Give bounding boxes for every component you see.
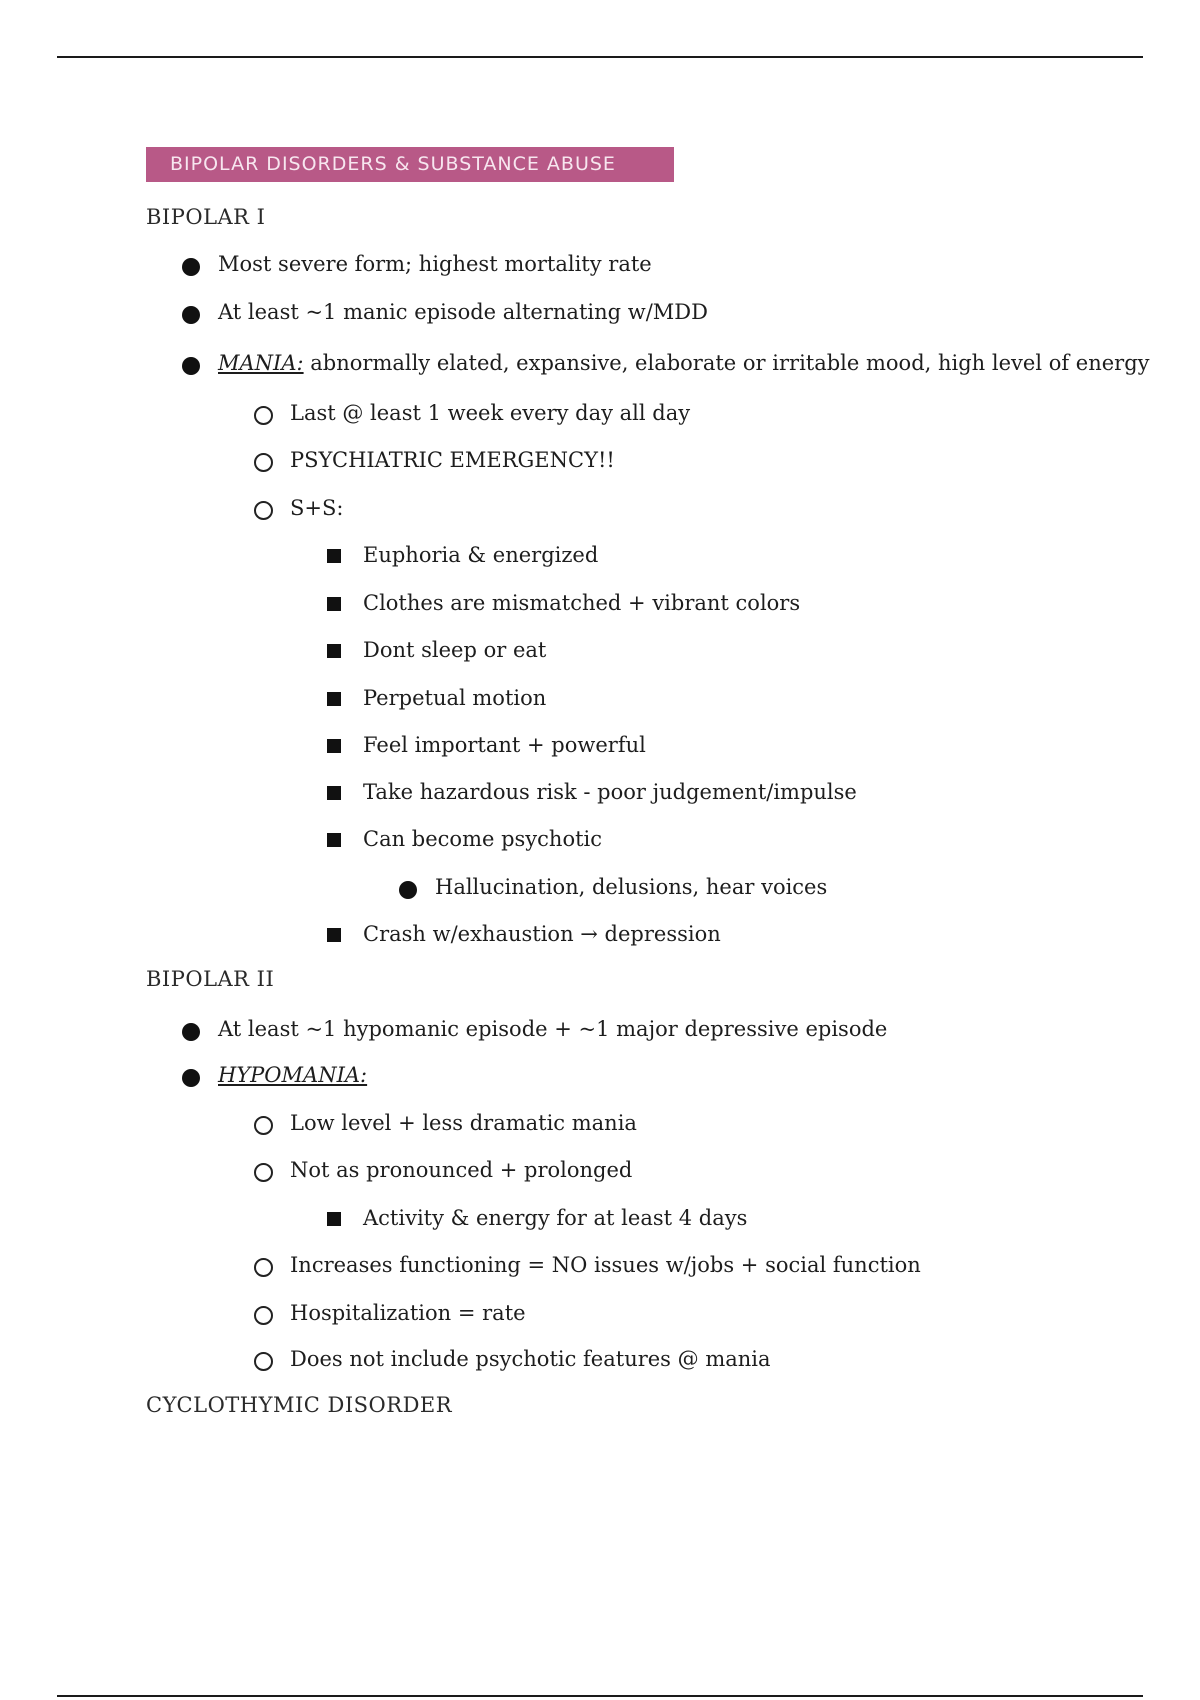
list-item [290, 495, 343, 521]
section-heading-cyclothymic: CYCLOTHYMIC DISORDER [146, 1393, 453, 1417]
list-item [290, 1110, 637, 1136]
list-item [290, 1157, 632, 1183]
list-item [290, 1300, 526, 1326]
list-item [218, 251, 652, 277]
list-item-text: Feel important + powerful [363, 733, 646, 757]
bullet-square-icon [327, 786, 341, 800]
bullet-circle-icon [254, 501, 273, 520]
list-item-text: PSYCHIATRIC EMERGENCY!! [290, 448, 615, 472]
list-item [218, 350, 1150, 376]
list-item [363, 921, 721, 947]
list-item-text: Hospitalization = rate [290, 1301, 526, 1325]
bullet-square-icon [327, 739, 341, 753]
list-item-text: Most severe form; highest mortality rate [218, 252, 652, 276]
bullet-circle-icon [254, 1258, 273, 1277]
list-item-text: Not as pronounced + prolonged [290, 1158, 633, 1182]
list-item [363, 779, 857, 805]
list-item [363, 1205, 747, 1231]
list-item-text: Does not include psychotic features @ mania [290, 1347, 771, 1371]
bullet-circle-icon [254, 453, 273, 472]
bullet-disc-icon [182, 258, 200, 276]
list-item [363, 685, 546, 711]
list-item-text: Euphoria & energized [363, 543, 599, 567]
list-item [218, 1016, 887, 1042]
bottom-rule [57, 1695, 1143, 1697]
list-item [218, 1062, 367, 1088]
bullet-disc-icon [399, 881, 417, 899]
list-item-text: S+S: [290, 496, 344, 520]
bullet-disc-icon [182, 1069, 200, 1087]
bullet-square-icon [327, 833, 341, 847]
bullet-square-icon [327, 928, 341, 942]
list-item [290, 1346, 771, 1372]
bullet-circle-icon [254, 406, 273, 425]
list-item-text: Activity & energy for at least 4 days [363, 1206, 748, 1230]
bullet-square-icon [327, 1212, 341, 1226]
list-item [363, 637, 546, 663]
bullet-circle-icon [254, 1352, 273, 1371]
list-item-text: Low level + less dramatic mania [290, 1111, 637, 1135]
list-item-text: Increases functioning = NO issues w/jobs + social function [290, 1253, 921, 1277]
list-item [363, 732, 646, 758]
list-item-text: Clothes are mismatched + vibrant colors [363, 591, 801, 615]
list-item-text: Hallucination, delusions, hear voices [435, 875, 828, 899]
list-item [363, 590, 800, 616]
bullet-circle-icon [254, 1306, 273, 1325]
bullet-circle-icon [254, 1163, 273, 1182]
list-item-text: Take hazardous risk - poor judgement/impulse [363, 780, 857, 804]
bullet-square-icon [327, 549, 341, 563]
list-item [363, 542, 598, 568]
bullet-disc-icon [182, 357, 200, 375]
bullet-square-icon [327, 692, 341, 706]
term-mania: MANIA: [218, 351, 304, 375]
section-heading-bipolar-1: BIPOLAR I [146, 205, 266, 229]
bullet-square-icon [327, 644, 341, 658]
list-item-text: Perpetual motion [363, 686, 547, 710]
list-item-text: Crash w/exhaustion → depression [363, 922, 721, 946]
list-item [290, 400, 690, 426]
list-item [435, 874, 827, 900]
list-item-text: At least ~1 manic episode alternating w/MDD [218, 300, 708, 324]
mania-definition: abnormally elated, expansive, elaborate or irritable mood, high level of energy [303, 351, 1150, 375]
list-item-text: Dont sleep or eat [363, 638, 547, 662]
bullet-disc-icon [182, 1023, 200, 1041]
list-item-text: Last @ least 1 week every day all day [290, 401, 691, 425]
list-item [290, 1252, 921, 1278]
list-item [363, 826, 602, 852]
list-item-text: Can become psychotic [363, 827, 603, 851]
page-title: BIPOLAR DISORDERS & SUBSTANCE ABUSE [146, 147, 674, 182]
section-heading-bipolar-2: BIPOLAR II [146, 967, 275, 991]
list-item [290, 447, 615, 473]
bullet-square-icon [327, 597, 341, 611]
bullet-circle-icon [254, 1116, 273, 1135]
bullet-disc-icon [182, 306, 200, 324]
top-rule [57, 56, 1143, 58]
term-hypomania: HYPOMANIA: [218, 1063, 368, 1087]
list-item-text: At least ~1 hypomanic episode + ~1 major depressive episode [218, 1017, 888, 1041]
list-item [218, 299, 708, 325]
